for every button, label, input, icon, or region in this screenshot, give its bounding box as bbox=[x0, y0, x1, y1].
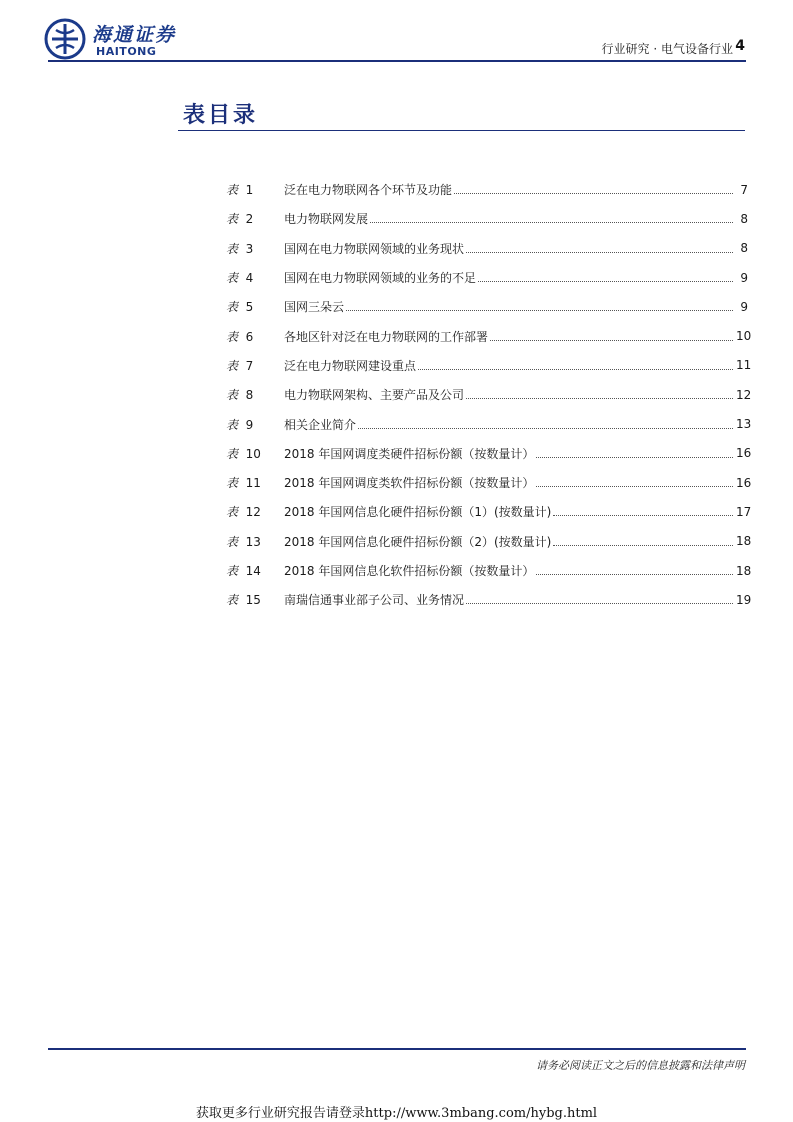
toc-dot-leader bbox=[478, 281, 733, 282]
toc-entry-number: 1 bbox=[245, 183, 254, 198]
toc-entry-spacer bbox=[238, 535, 246, 549]
toc-entry-spacer bbox=[238, 447, 246, 461]
toc-dot-leader bbox=[466, 398, 733, 399]
page-title: 表目录 bbox=[183, 102, 259, 128]
toc-dot-leader bbox=[553, 515, 733, 516]
toc-entry-title: 各地区针对泛在电力物联网的工作部署 bbox=[284, 329, 489, 344]
toc-entry-title: 南瑞信通事业部子公司、业务情况 bbox=[284, 593, 465, 608]
footer-disclaimer: 请务必阅读正文之后的信息披露和法律声明 bbox=[536, 1059, 745, 1072]
logo-english-name: HAITONG bbox=[96, 45, 157, 58]
toc-entry-page: 19 bbox=[736, 592, 752, 607]
haitong-logo-icon bbox=[44, 18, 86, 60]
toc-entry-number: 7 bbox=[245, 358, 254, 373]
toc-entry-spacer bbox=[238, 388, 246, 402]
logo-chinese-name: 海通证券 bbox=[92, 24, 177, 46]
page-header bbox=[0, 0, 793, 70]
toc-entry-page: 18 bbox=[736, 563, 752, 578]
header-divider bbox=[48, 60, 746, 62]
toc-entry-label bbox=[226, 416, 284, 433]
toc-entry-spacer bbox=[238, 476, 246, 490]
toc-entry-label bbox=[226, 328, 284, 345]
toc-entry-page: 12 bbox=[736, 387, 752, 402]
toc-entry-title: 国网在电力物联网领域的业务现状 bbox=[284, 241, 465, 256]
toc-entry-spacer bbox=[238, 271, 246, 285]
toc-entry-number: 9 bbox=[245, 417, 254, 432]
haitong-logo bbox=[44, 18, 234, 62]
toc-entry-number: 6 bbox=[245, 329, 254, 344]
toc-entry-page: 17 bbox=[736, 504, 752, 519]
toc-entry-spacer bbox=[238, 564, 246, 578]
toc-entry-title: 国网在电力物联网领域的业务的不足 bbox=[284, 271, 477, 286]
toc-entry[interactable] bbox=[226, 439, 752, 468]
toc-dot-leader bbox=[466, 603, 733, 604]
toc-entry-label bbox=[226, 210, 284, 227]
toc-entry-label bbox=[226, 269, 284, 286]
toc-entry-number: 5 bbox=[245, 300, 254, 315]
toc-entry-page: 16 bbox=[736, 475, 752, 490]
toc-entry-spacer bbox=[238, 212, 246, 226]
toc-entry[interactable] bbox=[226, 497, 752, 526]
toc-entry-prefix: 表 bbox=[226, 564, 239, 578]
toc-dot-leader bbox=[553, 545, 733, 546]
page-number: 4 bbox=[735, 38, 745, 54]
toc-entry-title: 2018 年国网信息化软件招标份额（按数量计） bbox=[284, 564, 535, 578]
toc-entry[interactable] bbox=[226, 380, 752, 409]
toc-entry-prefix: 表 bbox=[226, 446, 239, 461]
toc-entry-page: 18 bbox=[736, 534, 752, 549]
toc-entry-number: 11 bbox=[245, 476, 261, 491]
toc-dot-leader bbox=[454, 193, 733, 194]
toc-entry-spacer bbox=[238, 359, 246, 373]
toc-entry-page: 8 bbox=[740, 241, 748, 256]
toc-dot-leader bbox=[536, 486, 733, 487]
toc-entry-prefix: 表 bbox=[226, 183, 239, 198]
toc-entry[interactable] bbox=[226, 292, 748, 321]
toc-entry[interactable] bbox=[226, 409, 752, 438]
toc-entry-label bbox=[226, 181, 284, 198]
toc-entry-prefix: 表 bbox=[226, 300, 239, 315]
toc-dot-leader bbox=[358, 428, 733, 429]
toc-entry-page: 11 bbox=[736, 358, 752, 373]
toc-entry-prefix: 表 bbox=[226, 358, 239, 373]
title-divider bbox=[178, 130, 745, 131]
toc-entry-number: 10 bbox=[245, 446, 261, 461]
toc-dot-leader bbox=[490, 340, 733, 341]
toc-entry-prefix: 表 bbox=[226, 417, 239, 432]
toc-entry-prefix: 表 bbox=[226, 593, 239, 608]
toc-entry-label bbox=[226, 562, 284, 579]
toc-entry-prefix: 表 bbox=[226, 476, 239, 491]
toc-entry-title: 2018 年国网信息化硬件招标份额（1）(按数量计) bbox=[284, 505, 552, 520]
toc-entry-label bbox=[226, 357, 284, 374]
toc-entry-number: 15 bbox=[245, 593, 261, 608]
toc-entry-number: 2 bbox=[245, 212, 254, 227]
toc-entry-prefix: 表 bbox=[226, 388, 239, 403]
toc-entry-page: 8 bbox=[740, 211, 748, 226]
toc-entry-page: 16 bbox=[736, 446, 752, 461]
toc-entry-page: 10 bbox=[736, 329, 752, 344]
header-section: 行业研究 · 电气设备行业 bbox=[601, 42, 733, 56]
toc-entry-number: 8 bbox=[245, 388, 254, 403]
toc-entry-number: 4 bbox=[245, 271, 254, 286]
bottom-promo-link[interactable]: 获取更多行业研究报告请登录http://www.3mbang.com/hybg.html bbox=[195, 1106, 598, 1121]
toc-entry-title: 2018 年国网调度类硬件招标份额（按数量计） bbox=[284, 446, 535, 461]
toc-dot-leader bbox=[418, 369, 733, 370]
toc-entry[interactable] bbox=[226, 234, 748, 263]
toc-entry[interactable] bbox=[226, 204, 748, 233]
toc-entry-number: 13 bbox=[245, 534, 261, 549]
toc-entry-title: 泛在电力物联网各个环节及功能 bbox=[284, 183, 453, 198]
toc-entry-title: 泛在电力物联网建设重点 bbox=[284, 358, 417, 373]
toc-entry-spacer bbox=[238, 300, 246, 314]
toc-entry-label bbox=[226, 386, 284, 403]
footer-divider bbox=[48, 1048, 746, 1050]
toc-entry-spacer bbox=[238, 418, 246, 432]
toc-dot-leader bbox=[370, 222, 733, 223]
toc-entry-prefix: 表 bbox=[226, 329, 239, 344]
table-of-tables bbox=[226, 175, 752, 614]
toc-entry-label bbox=[226, 503, 284, 520]
toc-entry-label bbox=[226, 474, 284, 491]
toc-entry[interactable] bbox=[226, 175, 748, 204]
toc-entry-label bbox=[226, 445, 284, 462]
toc-entry-spacer bbox=[238, 183, 246, 197]
toc-dot-leader bbox=[536, 574, 733, 575]
toc-entry-spacer bbox=[238, 330, 246, 344]
toc-entry[interactable] bbox=[226, 585, 752, 614]
toc-dot-leader bbox=[536, 457, 733, 458]
toc-dot-leader bbox=[466, 252, 733, 253]
toc-entry[interactable] bbox=[226, 556, 752, 585]
toc-entry-title: 国网三朵云 bbox=[284, 300, 345, 315]
toc-entry-label bbox=[226, 591, 284, 608]
toc-entry-page: 9 bbox=[740, 299, 748, 314]
toc-entry[interactable] bbox=[226, 321, 752, 350]
toc-entry-prefix: 表 bbox=[226, 534, 239, 549]
toc-entry-spacer bbox=[238, 242, 246, 256]
toc-entry-spacer bbox=[238, 505, 246, 519]
toc-entry[interactable] bbox=[226, 351, 752, 380]
toc-entry-number: 3 bbox=[245, 241, 254, 256]
toc-entry-title: 电力物联网发展 bbox=[284, 212, 369, 227]
toc-entry-number: 12 bbox=[245, 505, 261, 520]
toc-entry[interactable] bbox=[226, 468, 752, 497]
toc-entry-number: 14 bbox=[245, 564, 261, 578]
toc-entry-page: 9 bbox=[740, 270, 748, 285]
toc-entry-prefix: 表 bbox=[226, 271, 239, 286]
toc-entry-spacer bbox=[238, 593, 246, 607]
toc-entry-title: 电力物联网架构、主要产品及公司 bbox=[284, 388, 465, 403]
toc-entry-title: 相关企业简介 bbox=[284, 417, 357, 432]
toc-entry-page: 7 bbox=[740, 182, 748, 197]
toc-entry-prefix: 表 bbox=[226, 505, 239, 520]
toc-entry-page: 13 bbox=[736, 417, 752, 432]
toc-dot-leader bbox=[346, 310, 733, 311]
toc-entry-prefix: 表 bbox=[226, 241, 239, 256]
toc-entry-label bbox=[226, 240, 284, 257]
toc-entry-title: 2018 年国网信息化硬件招标份额（2）(按数量计) bbox=[284, 534, 552, 549]
toc-entry-title: 2018 年国网调度类软件招标份额（按数量计） bbox=[284, 476, 535, 491]
toc-entry[interactable] bbox=[226, 527, 752, 556]
toc-entry-prefix: 表 bbox=[226, 212, 239, 227]
toc-entry[interactable] bbox=[226, 263, 748, 292]
toc-entry-label bbox=[226, 298, 284, 315]
toc-entry-label bbox=[226, 533, 284, 550]
